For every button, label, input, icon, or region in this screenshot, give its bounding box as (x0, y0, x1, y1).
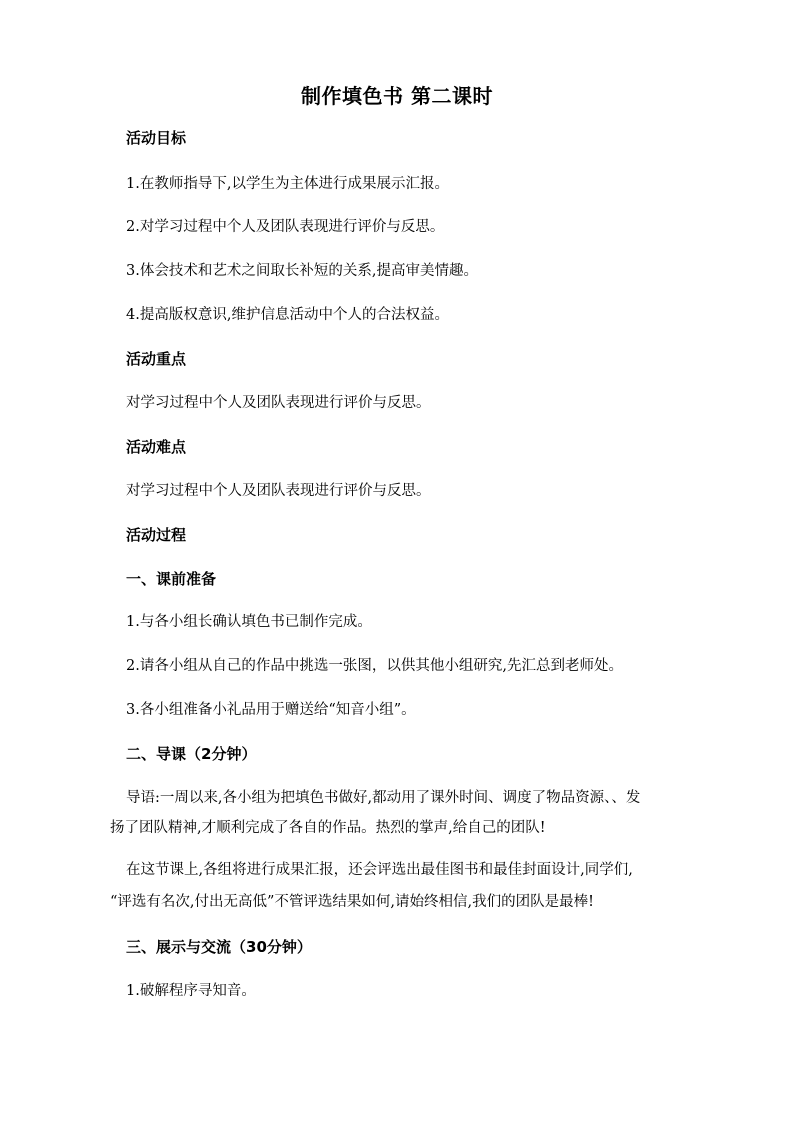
goal-item-1: 1.在教师指导下,以学生为主体进行成果展示汇报。 (126, 176, 449, 192)
goal-item-3: 3.体会技术和艺术之间取长补短的关系,提高审美情趣。 (126, 263, 478, 279)
part2-paragraph-1-line-1: 导语:一周以来,各小组为把填色书做好,都动用了课外时间、调度了物品资源、、发 (126, 790, 641, 806)
process-heading: 活动过程 (126, 526, 187, 544)
focus-text: 对学习过程中个人及团队表现进行评价与反思。 (126, 395, 431, 411)
focus-heading: 活动重点 (126, 350, 187, 368)
difficulty-heading: 活动难点 (126, 438, 187, 456)
part3-item-1: 1.破解程序寻知音。 (126, 983, 256, 999)
goal-item-2: 2.对学习过程中个人及团队表现进行评价与反思。 (126, 219, 445, 235)
goal-item-4: 4.提高版权意识,维护信息活动中个人的合法权益。 (126, 307, 449, 323)
part2-paragraph-1-line-2: 扬了团队精神,才顺利完成了各自的作品。热烈的掌声,给自己的团队! (110, 820, 546, 836)
part1-item-2: 2.请各小组从自己的作品中挑选一张图，以供其他小组研究,先汇总到老师处。 (126, 658, 623, 674)
part1-item-1: 1.与各小组长确认填色书已制作完成。 (126, 614, 372, 630)
part2-paragraph-2-line-2: “评选有名次,付出无高低”不管评选结果如何,请始终相信,我们的团队是最棒! (110, 894, 594, 910)
part3-heading: 三、展示与交流（30分钟） (126, 938, 312, 956)
part2-paragraph-2-line-1: 在这节课上,各组将进行成果汇报，还会评选出最佳图书和最佳封面设计,同学们, (126, 862, 633, 878)
difficulty-text: 对学习过程中个人及团队表现进行评价与反思。 (126, 483, 431, 499)
document-title: 制作填色书 第二课时 (301, 84, 493, 108)
part1-heading: 一、课前准备 (126, 570, 217, 588)
part2-heading: 二、导课（2分钟） (126, 745, 257, 763)
part1-item-3: 3.各小组准备小礼品用于赠送给“知音小组”。 (126, 702, 416, 718)
goals-heading: 活动目标 (126, 129, 187, 147)
